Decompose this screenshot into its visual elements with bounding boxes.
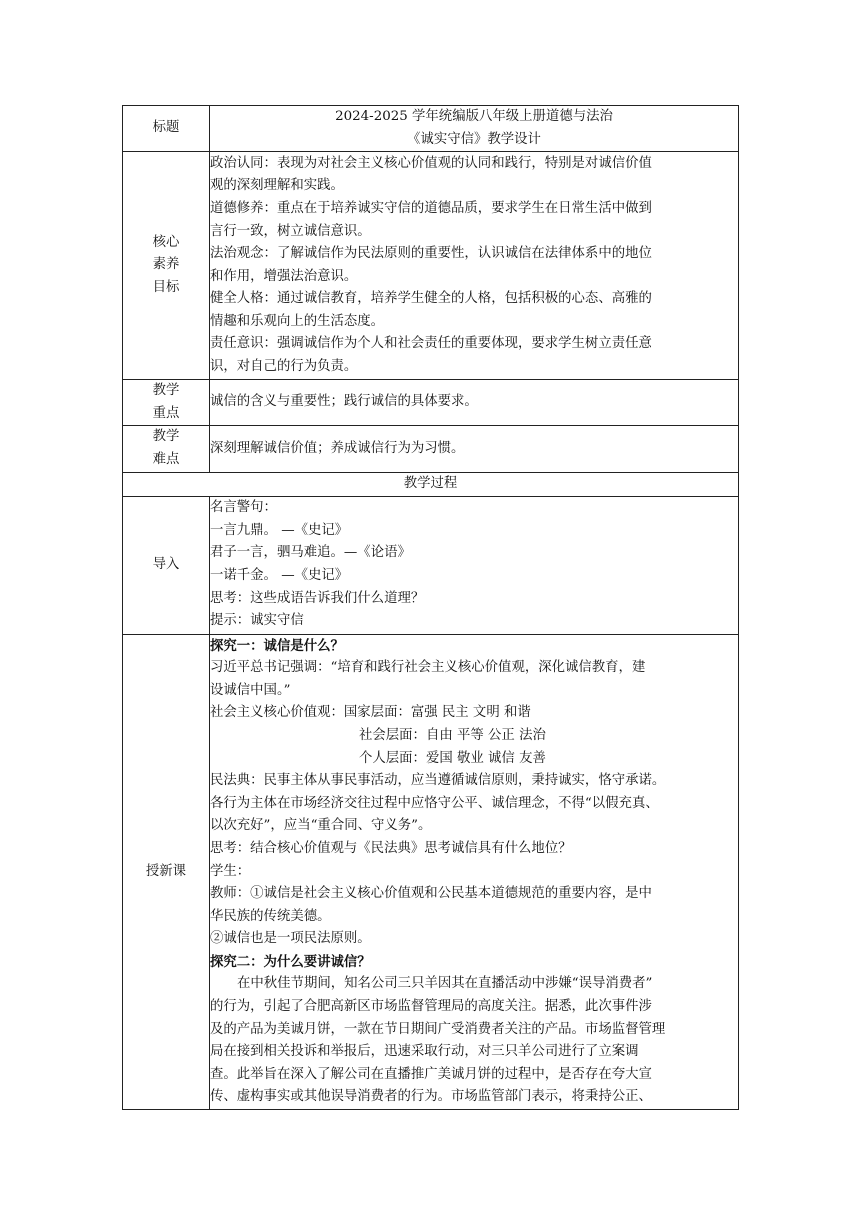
values-line: 社会主义核心价值观：国家层面：富强 民主 文明 和谐 <box>210 705 531 721</box>
intro-line: 一诺千金。 —《史记》 <box>210 568 349 584</box>
intro-line: 君子一言，驷马难追。—《论语》 <box>210 545 411 561</box>
case-line: 查。此举旨在深入了解公司在直播推广美诚月饼的过程中，是否存在夸大宣 <box>210 1066 652 1082</box>
core-line: 观的深刻理解和实践。 <box>210 178 344 194</box>
intro-line: 提示：诚实守信 <box>210 613 304 629</box>
lesson-line: 设诚信中国。” <box>210 682 291 698</box>
intro-content <box>210 496 739 634</box>
intro-line: 一言九鼎。 —《史记》 <box>210 522 349 538</box>
case-line: 传、虚构事实或其他误导消费者的行为。市场监管部门表示，将秉持公正、 <box>210 1089 652 1105</box>
lesson-line: 习近平总书记强调：“培育和践行社会主义核心价值观，深化诚信教育，建 <box>210 660 646 676</box>
case-line: 的行为，引起了合肥高新区市场监督管理局的高度关注。据悉，此次事件涉 <box>210 999 652 1015</box>
focus-label: 教学 重点 <box>123 380 210 426</box>
intro-row <box>123 496 739 634</box>
lesson-line: 教师：①诚信是社会主义核心价值观和公民基本道德规范的重要内容，是中 <box>210 886 652 902</box>
lesson-line: 民法典：民事主体从事民事活动，应当遵循诚信原则，秉持诚实，恪守承诺。 <box>210 773 666 789</box>
core-row <box>123 152 739 380</box>
intro-label: 导入 <box>123 496 210 634</box>
core-line: 责任意识：强调诚信作为个人和社会责任的重要体现，要求学生树立责任意 <box>210 336 652 352</box>
lesson-line: ②诚信也是一项民法原则。 <box>210 931 371 947</box>
core-line: 法治观念：了解诚信作为民法原则的重要性，认识诚信在法律体系中的地位 <box>210 246 652 262</box>
case-line: 及的产品为美诚月饼，一款在节日期间广受消费者关注的产品。市场监督管理 <box>210 1021 666 1037</box>
new-lesson-row <box>123 634 739 1109</box>
process-header-row <box>123 472 739 496</box>
core-line: 政治认同：表现为对社会主义核心价值观的认同和践行，特别是对诚信价值 <box>210 155 652 171</box>
core-line: 识，对自己的行为负责。 <box>210 359 358 375</box>
core-line: 言行一致，树立诚信意识。 <box>210 223 371 239</box>
case-line: 局在接到相关投诉和举报后，迅速采取行动，对三只羊公司进行了立案调 <box>210 1044 639 1060</box>
title-line-1: 2024-2025 学年统编版八年级上册道德与法治 <box>335 109 613 124</box>
core-content <box>210 152 739 380</box>
lesson-line: 以次充好”，应当“重合同、守义务”。 <box>210 818 432 834</box>
lesson-line: 思考：结合核心价值观与《民法典》思考诚信具有什么地位？ <box>210 840 572 856</box>
core-line: 和作用，增强法治意识。 <box>210 268 358 284</box>
case-line: 在中秋佳节期间，知名公司三只羊因其在直播活动中涉嫌“误导消费者” <box>237 976 653 992</box>
core-line: 情趣和乐观向上的生活态度。 <box>210 313 385 329</box>
difficulty-row <box>123 426 739 472</box>
process-header: 教学过程 <box>123 472 739 496</box>
focus-content: 诚信的含义与重要性；践行诚信的具体要求。 <box>210 380 739 426</box>
values-line: 个人层面：爱国 敬业 诚信 友善 <box>359 750 546 766</box>
core-label: 核心 素养 目标 <box>123 152 210 380</box>
explore2-title: 探究二：为什么要讲诚信？ <box>210 953 371 970</box>
title-row <box>123 106 739 152</box>
focus-row <box>123 380 739 426</box>
difficulty-content: 深刻理解诚信价值；养成诚信行为为习惯。 <box>210 426 739 472</box>
intro-line: 名言警句： <box>210 500 277 516</box>
core-line: 健全人格：通过诚信教育，培养学生健全的人格，包括积极的心态、高雅的 <box>210 291 652 307</box>
new-lesson-content <box>210 634 739 1109</box>
title-label: 标题 <box>123 106 210 152</box>
lesson-line: 学生： <box>210 863 251 879</box>
lesson-line: 各行为主体在市场经济交往过程中应恪守公平、诚信理念，不得“以假充真、 <box>210 795 659 811</box>
lesson-plan-table <box>122 105 739 1110</box>
lesson-line: 华民族的传统美德。 <box>210 908 331 924</box>
difficulty-label: 教学 难点 <box>123 426 210 472</box>
core-line: 道德修养：重点在于培养诚实守信的道德品质，要求学生在日常生活中做到 <box>210 200 652 216</box>
title-content <box>210 106 739 152</box>
values-line: 社会层面：自由 平等 公正 法治 <box>359 727 546 743</box>
intro-line: 思考：这些成语告诉我们什么道理？ <box>210 590 425 606</box>
new-lesson-label: 授新课 <box>123 634 210 1109</box>
explore1-title: 探究一：诚信是什么？ <box>210 637 344 654</box>
title-line-2: 《诚实守信》教学设计 <box>407 131 541 147</box>
